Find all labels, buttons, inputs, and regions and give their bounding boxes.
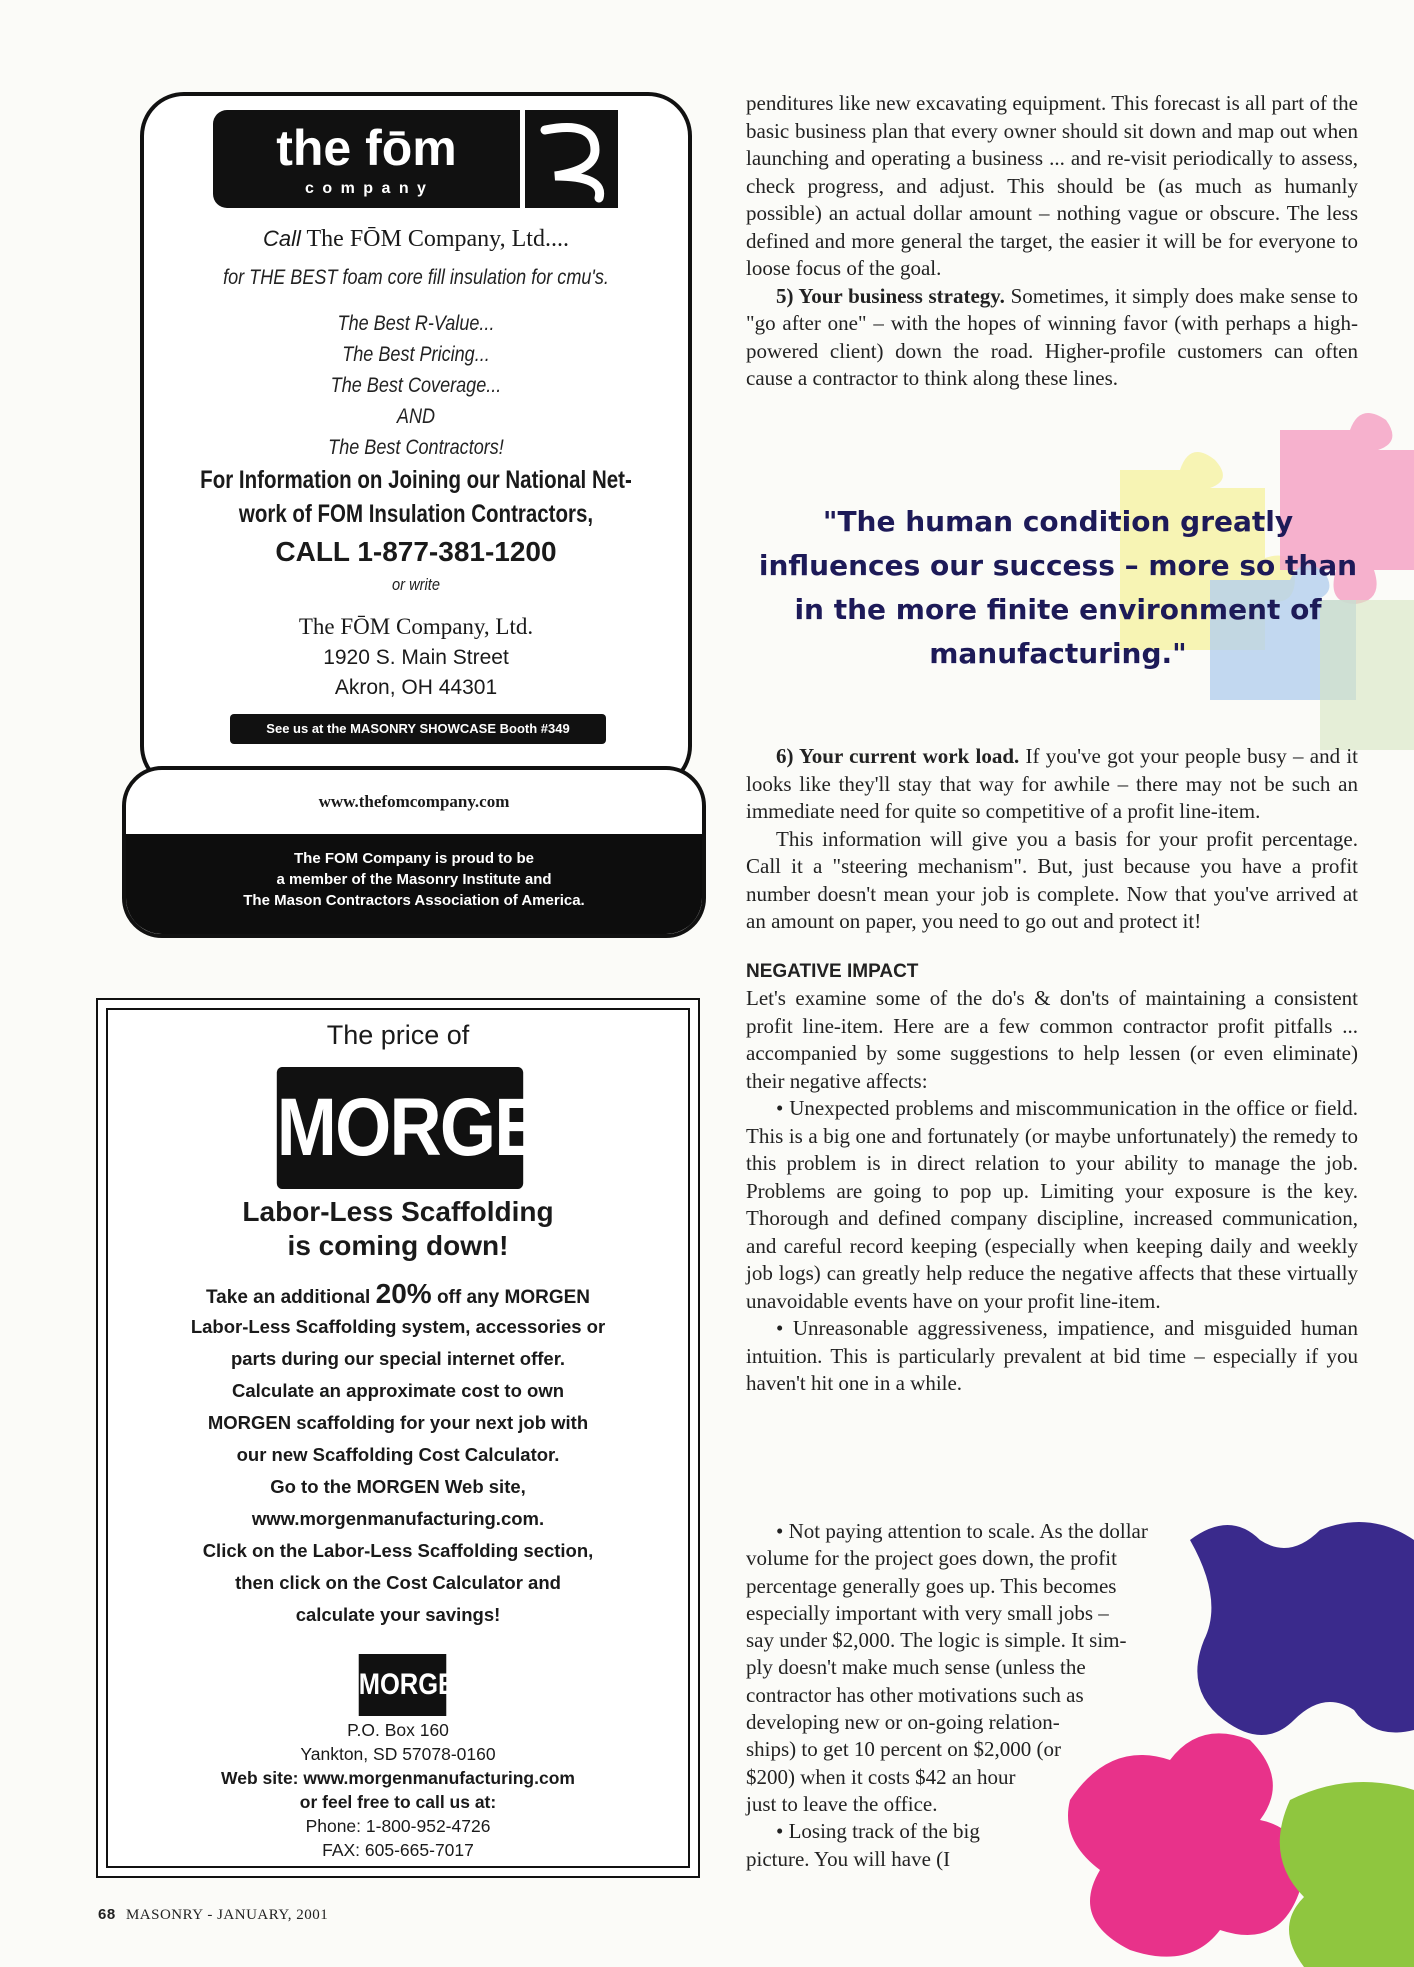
morgen-small-logo: MORGEN [359,1654,447,1716]
bullet-3-line-11: just to leave the office. [746,1791,938,1816]
fom-tagline: for THE BEST foam core fill insulation for cmu's. [223,266,609,289]
morgen-headline-1: Labor-Less Scaffolding [242,1196,554,1227]
bullet-4-line-1: • Losing track of the big [776,1819,980,1844]
morgen-body-1: Labor-Less Scaffolding system, accessories or [190,1316,606,1337]
morgen-body-2: parts during our special internet offer. [230,1348,566,1369]
magazine-issue: MASONRY - JANUARY, 2001 [125,1907,329,1923]
morgen-offer-line: Take an additional 20% off any MORGEN [205,1278,591,1309]
morgen-body-5: our new Scaffolding Cost Calculator. [236,1444,560,1465]
page-number: 68 [98,1906,116,1923]
bullet-3-line-2: volume for the project goes down, the profit [746,1546,1117,1571]
bullet-3-line-4: especially important with very small jobs – [746,1600,1109,1625]
fom-booth-banner: See us at the MASONRY SHOWCASE Booth #349 [230,714,606,744]
morgen-logo: MORGEN [277,1067,523,1189]
article-column-lower [746,743,1358,1398]
bullet-3-line-6: ply doesn't make much sense (unless the [746,1655,1086,1680]
morgen-contact-fax: FAX: 605-665-7017 [322,1840,474,1860]
bullet-3-line-1: • Not paying attention to scale. As the dollar [776,1519,1148,1543]
fom-ad-footer [122,766,706,938]
article-wrapped-text [746,1518,1266,1873]
fom-website-link[interactable]: www.thefomcompany.com [318,792,510,811]
fom-info-line-1: For Information on Joining our National Net- [200,466,632,494]
fom-city: Akron, OH 44301 [334,676,498,699]
morgen-body-9: then click on the Cost Calculator and [235,1572,561,1593]
morgen-offer-percent: 20% [375,1278,432,1309]
fom-member-line-3: The Mason Contractors Association of America. [243,892,585,909]
morgen-advertisement [96,998,700,1878]
bullet-4-line-2: picture. You will have (I [746,1846,951,1871]
morgen-body-8: Click on the Labor-Less Scaffolding section, [202,1540,594,1561]
fom-logo [213,110,618,208]
fom-best-3: The Best Coverage... [330,374,502,397]
bullet-3-line-8: developing new or on-going relation- [746,1710,1060,1735]
section-heading: NEGATIVE IMPACT [746,960,919,982]
morgen-contact-phone: Phone: 1-800-952-4726 [305,1816,491,1836]
fom-swirl-icon [525,110,618,208]
morgen-contact-2: Yankton, SD 57078-0160 [300,1744,496,1764]
morgen-contact-web[interactable]: Web site: www.morgenmanufacturing.com [221,1768,575,1788]
fom-call-line: Call The FŌM Company, Ltd.... [263,226,569,252]
morgen-contact-1: P.O. Box 160 [347,1720,449,1740]
fom-info-line-2: work of FOM Insulation Contractors, [238,500,594,528]
bullet-3-line-9: ships) to get 10 percent on $2,000 (or [746,1737,1061,1762]
morgen-header: The price of [326,1020,470,1050]
fom-advertisement [140,92,692,790]
morgen-body-4: MORGEN scaffolding for your next job with [207,1412,589,1433]
article-paragraph-5: Let's examine some of the do's & don'ts of maintaining a consistent profit line-item. Here are a few common contractor profit pitfalls ... accompanied by some suggestions to help lessen (or even eliminate) their negative affects: [746,986,1358,1093]
article-paragraph-1: penditures like new excavating equipment. This forecast is all part of the basic business plan that every owner should sit down and map out when launching and operating a business ... and re-visit periodically to assess, check progress, and adjust. This should be (as much as humanly possible) an actual dollar amount – nothing vague or obscure. The less defined and more general the target, the easier it will be for everyone to loose focus of the goal. [746,91,1358,280]
morgen-contact-4: or feel free to call us at: [299,1792,497,1812]
morgen-body-6: Go to the MORGEN Web site, [270,1476,526,1497]
fom-best-5: The Best Contractors! [328,436,504,459]
fom-member-line-2: a member of the Masonry Institute and [276,871,552,888]
fom-or-write: or write [392,575,440,594]
morgen-headline-2: is coming down! [287,1230,509,1261]
bullet-2: • Unreasonable aggressiveness, impatience, and misguided human intuition. This is particularly prevalent at bid time – especially if you haven't hit one in a while. [746,1316,1358,1395]
morgen-website-link[interactable]: www.morgenmanufacturing.com. [251,1508,545,1529]
bullet-3-line-10: $200) when it costs $42 an hour [746,1764,1016,1789]
fom-phone: CALL 1-877-381-1200 [275,536,557,567]
fom-best-2: The Best Pricing... [342,343,490,366]
bullet-3-line-5: say under $2,000. The logic is simple. It sim- [746,1628,1127,1653]
fom-logo-text: the fōm [276,120,457,176]
fom-street: 1920 S. Main Street [323,646,509,669]
fom-company-name: The FŌM Company, Ltd. [298,614,534,639]
article-paragraph-4: This information will give you a basis for your profit percentage. Call it a "steering mechanism". But, just because you have a profit number doesn't mean your job is complete. Now that you've arrived at an amount on paper, you need to go out and protect it! [746,826,1358,933]
fom-best-1: The Best R-Value... [337,312,495,335]
fom-best-4: AND [396,405,436,428]
article-column [746,90,1358,393]
page-footer [98,1906,328,1924]
bullet-3-line-7: contractor has other motivations such as [746,1682,1084,1707]
morgen-body-3: Calculate an approximate cost to own [231,1380,565,1401]
fom-membership-block [126,834,702,934]
pull-quote: "The human condition greatly influences our success – more so than in the more finite environment of manufacturing." [758,505,1358,670]
morgen-body-10: calculate your savings! [295,1604,501,1625]
article-paragraph-2: 5) Your business strategy. Sometimes, it simply does make sense to "go after one" – with the hopes of winning favor (with perhaps a high-powered client) down the road. Higher-profile customers can often cause a contractor to think along these lines. [746,283,1358,390]
fom-logo-subtext: c o m p a n y [305,180,428,197]
article-paragraph-3: 6) Your current work load. If you've got your people busy – and it looks like they'll stay that way for awhile – there may not be such an immediate need for quite so competitive of a profit line-item. [746,744,1359,823]
fom-member-line-1: The FOM Company is proud to be [294,850,534,867]
bullet-3-line-3: percentage generally goes up. This becomes [746,1573,1117,1598]
bullet-1: • Unexpected problems and miscommunication in the office or field. This is a big one and fortunately (or maybe unfortunately) the remedy to this problem is in direct relation to your ability to manage the job. Problems are going to pop up. Limiting your exposure is the key. Thorough and defined company discipline, increased communication, and careful record keeping (especially when keeping daily and weekly job logs) can greatly help reduce the negative affects that these virtually unavoidable events have on your profit line-item. [746,1096,1358,1313]
